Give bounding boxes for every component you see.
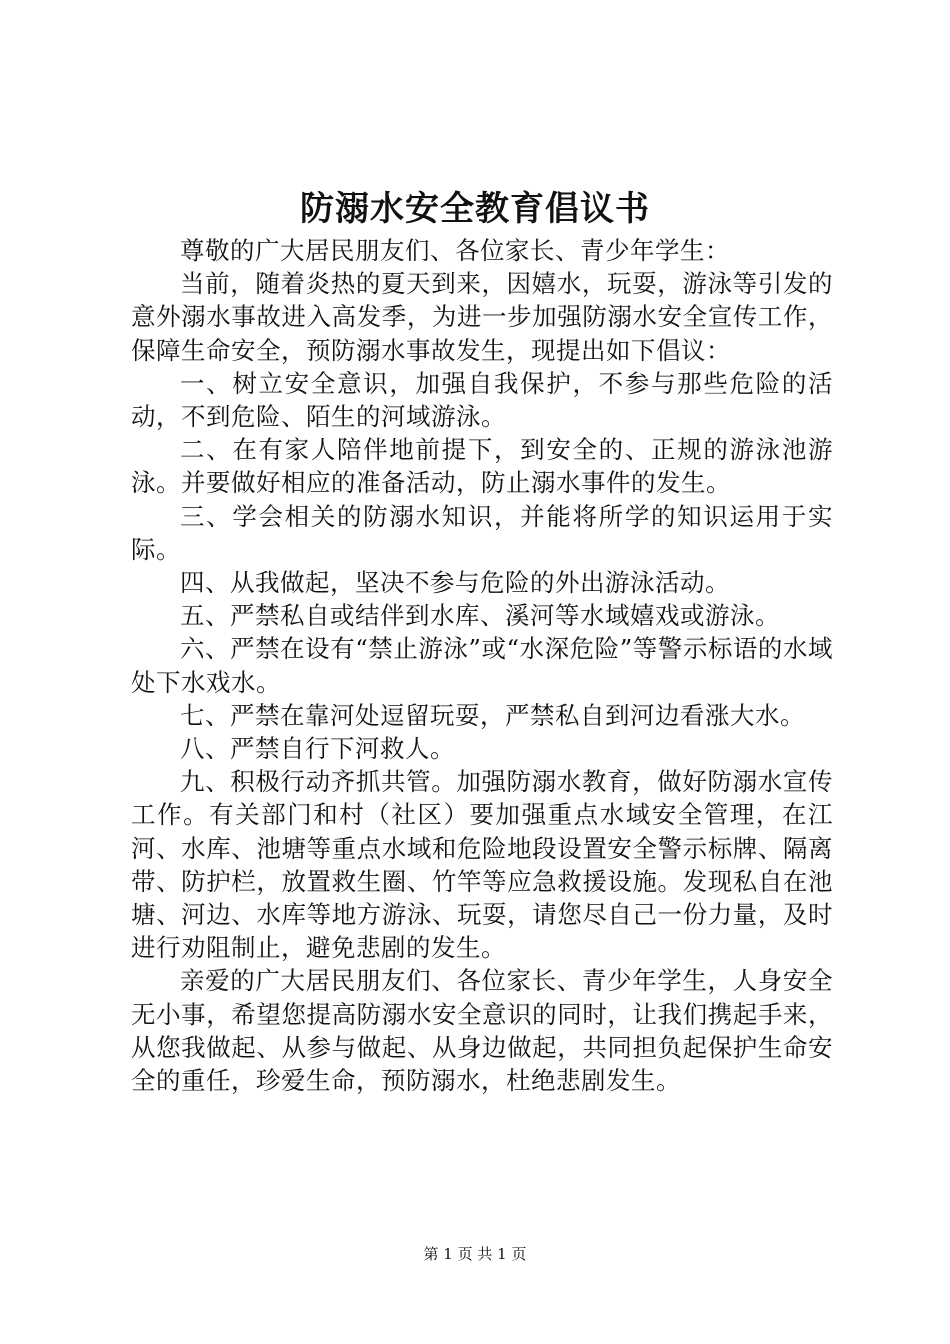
intro-paragraph: 当前，随着炎热的夏天到来，因嬉水，玩耍，游泳等引发的意外溺水事故进入高发季，为进一步加强防溺水安全宣传工作，保障生命安全，预防溺水事故发生，现提出如下倡议： — [131, 269, 833, 365]
page-number-footer: 第 1 页 共 1 页 — [423, 1245, 527, 1263]
document-title: 防溺水安全教育倡议书 — [300, 189, 650, 229]
document-body — [131, 234, 833, 1097]
proposal-item-1: 一、树立安全意识，加强自我保护，不参与那些危险的活动，不到危险、陌生的河域游泳。 — [131, 368, 833, 432]
proposal-item-7: 七、严禁在靠河处逗留玩耍，严禁私自到河边看涨大水。 — [180, 700, 805, 730]
proposal-item-2: 二、在有家人陪伴地前提下，到安全的、正规的游泳池游泳。并要做好相应的准备活动，防止溺水事件的发生。 — [131, 435, 833, 498]
salutation-paragraph: 尊敬的广大居民朋友们、各位家长、青少年学生： — [180, 236, 730, 265]
proposal-item-6: 六、严禁在设有“禁止游泳”或“水深危险”等警示标语的水域处下水戏水。 — [131, 634, 833, 697]
proposal-item-3: 三、学会相关的防溺水知识，并能将所学的知识运用于实际。 — [131, 501, 833, 564]
closing-paragraph: 亲爱的广大居民朋友们、各位家长、青少年学生，人身安全无小事，希望您提高防溺水安全意识的同时，让我们携起手来，从您我做起、从参与做起、从身边做起，共同担负起保护生命安全的重任，珍爱生命，预防溺水，杜绝悲剧发生。 — [131, 966, 833, 1096]
proposal-item-5: 五、严禁私自或结伴到水库、溪河等水域嬉戏或游泳。 — [180, 601, 780, 631]
proposal-item-4: 四、从我做起，坚决不参与危险的外出游泳活动。 — [180, 568, 730, 598]
proposal-item-8: 八、严禁自行下河救人。 — [180, 734, 455, 764]
proposal-item-9: 九、积极行动齐抓共管。加强防溺水教育，做好防溺水宣传工作。有关部门和村（社区）要加强重点水域安全管理，在江河、水库、池塘等重点水域和危险地段设置安全警示标牌、隔离带、防护栏，放置救生圈、竹竿等应急救援设施。发现私自在池塘、河边、水库等地方游泳、玩耍，请您尽自己一份力量，及时进行劝阻制止，避免悲剧的发生。 — [131, 767, 833, 963]
